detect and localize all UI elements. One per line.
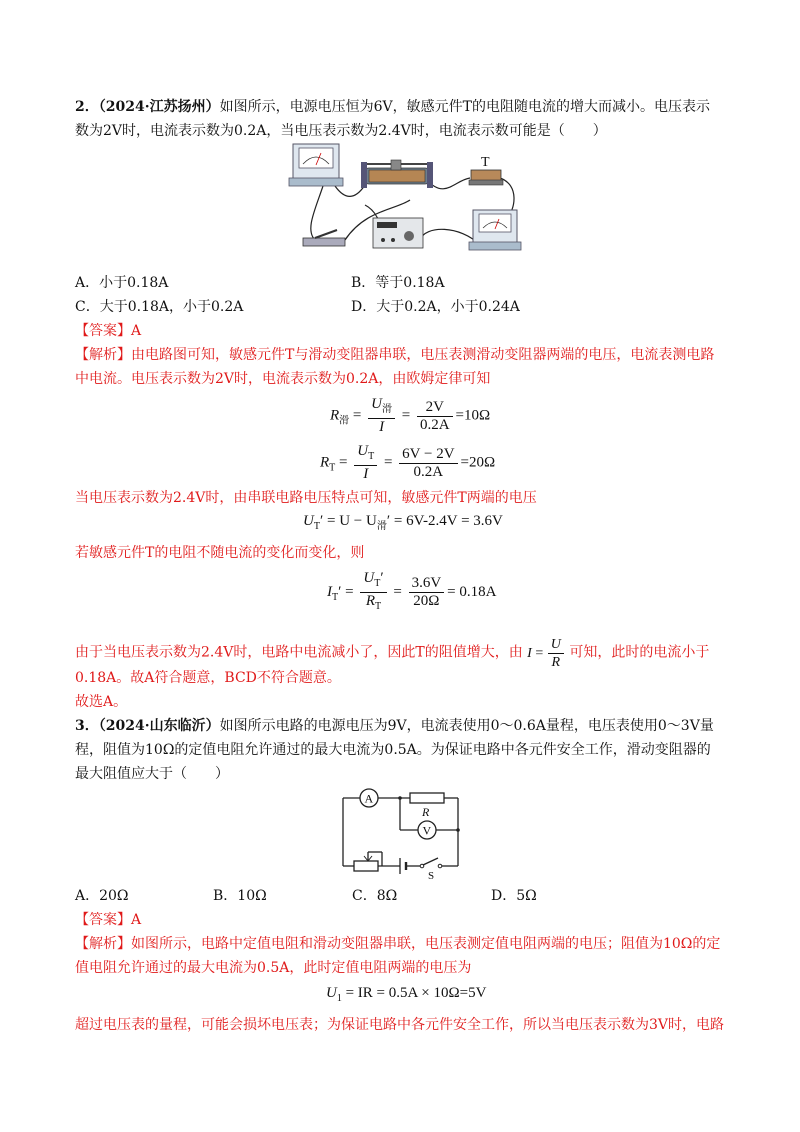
q3-option-a: A．20Ω <box>75 888 129 904</box>
f2-n1-sub: T <box>368 451 375 462</box>
f1-d2: 0.2A <box>419 416 450 433</box>
q2-analysis-5b: 可知，此时的电流小于 <box>569 644 710 661</box>
f1-frac-1 <box>368 396 395 436</box>
q3-number: 3． <box>75 718 99 734</box>
q3-analysis-tag: 【解析】 <box>75 936 131 952</box>
q3-stem-line-1 <box>75 716 714 736</box>
label-T: T <box>481 155 490 170</box>
f1-lhs: R <box>330 407 340 424</box>
f4-result: = 0.18A <box>447 583 497 600</box>
q3-answer-tag: 【答案】 <box>75 912 131 928</box>
ohm-law-inline: I = $\frac{U}{R}$ <box>527 646 565 661</box>
q3-f1-rest: = IR = 0.5A × 10Ω=5V <box>341 985 487 1001</box>
q3-option-d: D．5Ω <box>491 888 537 904</box>
q2-analysis-line-1 <box>75 345 714 365</box>
f2-d2: 0.2A <box>413 463 444 480</box>
q3-stem-1: 如图所示电路的电源电压为9V，电流表使用0～0.6A量程，电压表使用0～3V量 <box>219 718 714 734</box>
q3-stem-3: 最大阻值应大于（ ） <box>75 766 229 782</box>
q2-number: 2． <box>75 99 99 115</box>
q2-analysis-tag: 【解析】 <box>75 347 131 363</box>
q2-option-c: C．大于0.18A，小于0.2A <box>75 299 244 315</box>
f4-frac-1: $\frac{U_T'}{R_T}$ <box>360 570 386 615</box>
f4-d1: R <box>365 593 375 609</box>
switch-symbol <box>420 858 442 880</box>
q2-analysis-5a: 由于当电压表示数为2.4V时，电路中电流减小了，因此T的阻值增大，由 <box>75 644 523 661</box>
f3-sub: T <box>313 521 320 532</box>
q2-answer <box>75 321 141 341</box>
voltmeter-label: V <box>422 823 432 838</box>
f2-frac-1 <box>354 443 377 483</box>
rheostat-symbol <box>354 852 382 871</box>
q2-option-d: D．大于0.2A，小于0.24A <box>351 299 520 315</box>
f2-lhs-sub: T <box>329 462 336 474</box>
ohm-num: U <box>548 636 564 654</box>
f3-tail: ′ = 6V-2.4V = 3.6V <box>386 513 503 529</box>
f4-frac-2 <box>409 575 445 610</box>
q3-f1-lhs: U <box>326 985 337 1001</box>
f2-n1: U <box>357 443 369 459</box>
q2-analysis-2: 中电流。电压表示数为2V时，电流表示数为0.2A，由欧姆定律可知 <box>75 371 491 387</box>
q3-analysis-1: 如图所示，电路中定值电阻和滑动变阻器串联，电压表测定值电阻两端的电压；阻值为10Ω的定 <box>131 936 721 952</box>
q3-analysis-3: 超过电压表的量程，可能会损坏电压表；为保证电路中各元件安全工作，所以当电压表示数为3V时，电路 <box>75 1017 725 1033</box>
ohm-den: R <box>551 655 561 670</box>
q3-analysis-2: 值电阻允许通过的最大电流为0.5A，此时定值电阻两端的电压为 <box>75 960 472 976</box>
ammeter-symbol <box>360 789 378 807</box>
voltmeter-device <box>289 144 343 186</box>
ammeter-label: A <box>364 791 374 806</box>
q2-answer-tag: 【答案】 <box>75 323 131 339</box>
q2-analysis-3: 当电压表示数为2.4V时，由串联电路电压特点可知，敏感元件T两端的电压 <box>75 490 537 506</box>
q3-circuit-diagram <box>338 788 468 880</box>
f2-frac-2 <box>399 446 457 481</box>
battery-symbol <box>400 858 406 874</box>
q2-formula-r-slide: $R_滑$ = $\frac{U_滑}{I}$ = $\frac{2V}{0.2A}$ =10Ω <box>330 396 491 435</box>
voltmeter-symbol <box>418 821 436 839</box>
q3-analysis-line-1 <box>75 934 720 954</box>
f4-d2: 20Ω <box>413 593 440 609</box>
q3-f1-sub: 1 <box>336 993 342 1004</box>
q3-source: （2024·山东临沂） <box>98 718 220 734</box>
f4-n2: 3.6V <box>409 575 445 593</box>
q2-formula-r-t: $R_T$ = $\frac{U_T}{I}$ = $\frac{6V - 2V}{0.2A}$ =20Ω <box>320 443 496 482</box>
ohm-lhs: I <box>527 645 532 661</box>
q3-option-c: C．8Ω <box>352 888 398 904</box>
f1-lhs-sub: 滑 <box>339 415 350 427</box>
q2-option-b: B．等于0.18A <box>351 275 445 291</box>
f3-lhs: U <box>303 513 314 529</box>
rheostat-device <box>361 160 433 188</box>
f2-lhs: R <box>320 454 330 471</box>
f2-n2: 6V − 2V <box>399 446 457 464</box>
f4-lhs: I <box>327 583 332 600</box>
f1-result: =10Ω <box>455 407 491 424</box>
q2-stem-1: 如图所示，电源电压恒为6V，敏感元件T的电阻随电流的增大而减小。电压表示 <box>219 99 710 115</box>
f1-n1-sub: 滑 <box>381 404 392 415</box>
f1-d1: I <box>379 419 385 435</box>
f4-n1-sub: T <box>374 578 381 589</box>
q2-analysis-6: 0.18A。故A符合题意，BCD不符合题意。 <box>75 670 341 686</box>
q2-conclusion: 故选A。 <box>75 694 128 710</box>
q3-stem-2: 程，阻值为10Ω的定值电阻允许通过的最大电流为0.5A。为保证电路中各元件安全工作，滑动变阻器的 <box>75 742 711 758</box>
f3-sub2: 滑 <box>376 521 387 532</box>
q2-stem-line-1 <box>75 97 710 117</box>
q2-analysis-line-5 <box>75 636 709 671</box>
resistor-R-symbol <box>410 793 444 819</box>
resistor-label: R <box>422 805 430 819</box>
q2-formula-u-t <box>303 513 503 532</box>
sensitive-component-T <box>469 155 503 185</box>
power-supply-device <box>373 218 423 248</box>
f2-result: =20Ω <box>460 454 496 471</box>
switch-device <box>303 230 345 246</box>
q2-analysis-4: 若敏感元件T的电阻不随电流的变化而变化，则 <box>75 545 365 561</box>
f1-n2: 2V <box>417 399 453 417</box>
q2-source: （2024·江苏扬州） <box>98 99 220 115</box>
q3-formula-u1 <box>326 985 486 1004</box>
q3-answer-value: A <box>131 912 142 928</box>
f1-n1: U <box>371 396 382 412</box>
ammeter-device <box>469 210 521 250</box>
q2-answer-value: A <box>131 323 142 339</box>
q3-answer <box>75 910 141 930</box>
q3-option-b: B．10Ω <box>213 888 267 904</box>
q2-stem-2: 数为2V时，电流表示数为0.2A，当电压表示数为2.4V时，电流表示数可能是（ ） <box>75 123 607 139</box>
f4-n1: U <box>363 570 375 586</box>
q2-option-a: A．小于0.18A <box>75 275 169 291</box>
switch-label: S <box>428 870 435 880</box>
q2-formula-i-t: $I_T'$ = $\frac{U_T'}{R_T}$ = $\frac{3.6V}{20\Omega}$ = 0.18A <box>327 570 496 615</box>
f4-lhs-sub: T <box>332 591 339 603</box>
q2-circuit-figure <box>285 140 525 258</box>
f3-rest: ′ = U − U <box>319 513 377 529</box>
f4-d1-sub: T <box>375 601 382 612</box>
f1-frac-2 <box>417 399 453 434</box>
f2-d1: I <box>363 466 369 482</box>
q2-analysis-1: 由电路图可知，敏感元件T与滑动变阻器串联，电压表测滑动变阻器两端的电压，电流表测电路 <box>131 347 715 363</box>
